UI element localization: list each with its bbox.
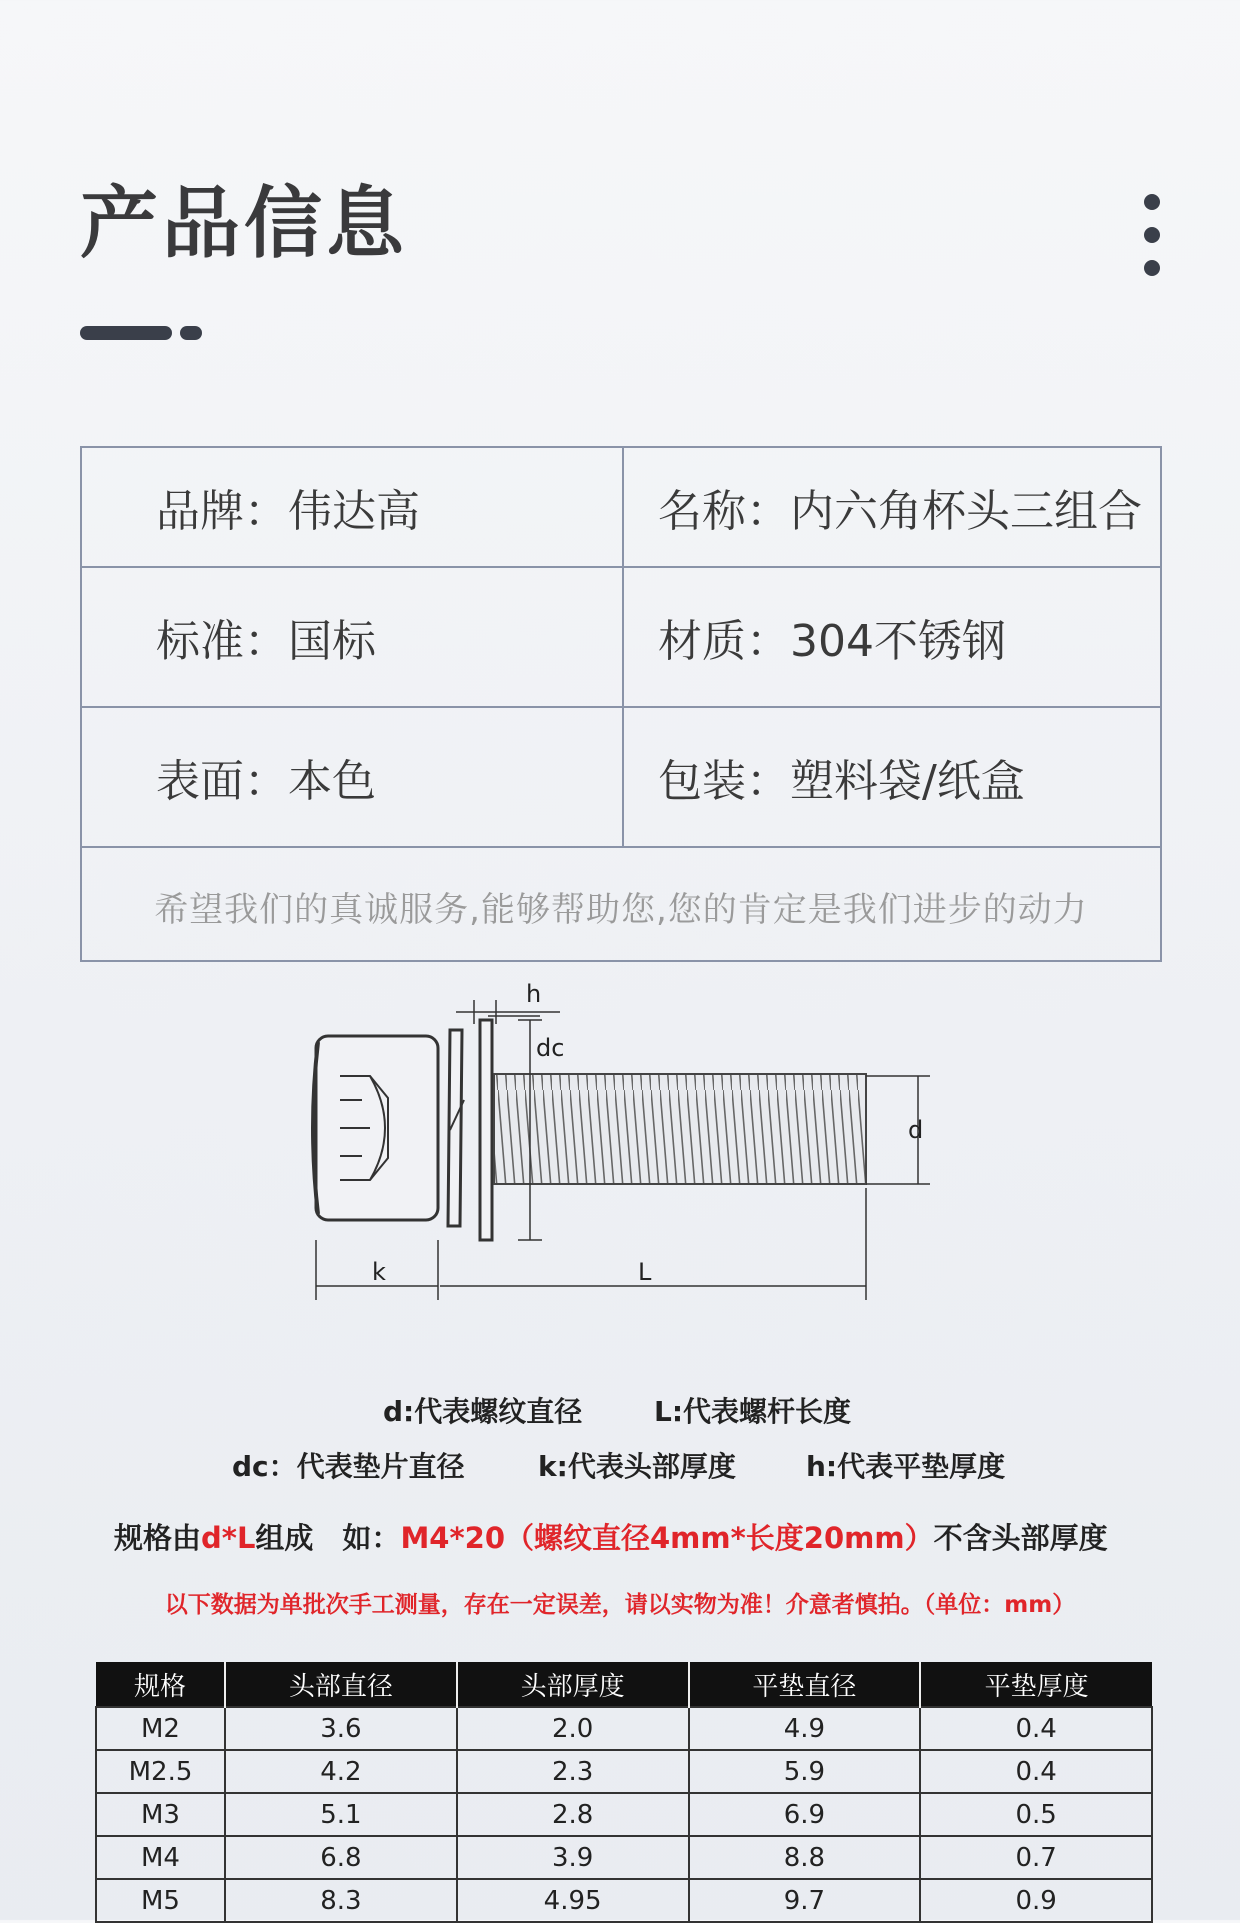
label-L: L [638, 1258, 652, 1286]
cell: 0.5 [920, 1793, 1152, 1836]
cell: 3.9 [457, 1836, 689, 1879]
cell: 2.8 [457, 1793, 689, 1836]
cell: M2.5 [96, 1750, 225, 1793]
measurement-note: 以下数据为单批次手工测量，存在一定误差，请以实物为准！介意者慎拍。（单位：mm） [164, 1592, 1076, 1618]
table-row [96, 1750, 1152, 1793]
info-name: 名称：内六角杯头三组合 [658, 486, 1142, 537]
cell: 5.1 [225, 1793, 457, 1836]
legend-dc: dc：代表垫片直径 [232, 1450, 465, 1483]
spring-washer [448, 1030, 464, 1226]
table-header-row [96, 1662, 1152, 1707]
label-h: h [526, 980, 542, 1008]
col-header: 平垫直径 [689, 1662, 921, 1707]
info-standard: 标准：国标 [156, 616, 376, 667]
info-material: 材质：304不锈钢 [658, 616, 1006, 667]
cell: M4 [96, 1836, 225, 1879]
cell: 4.9 [689, 1707, 921, 1750]
cell: 9.7 [689, 1879, 921, 1922]
cell: 6.9 [689, 1793, 921, 1836]
cell: 2.0 [457, 1707, 689, 1750]
label-d: d [908, 1116, 924, 1144]
cell: 8.8 [689, 1836, 921, 1879]
col-header: 规格 [96, 1662, 225, 1707]
cell: M2 [96, 1707, 225, 1750]
table-row [96, 1879, 1152, 1922]
label-k: k [372, 1258, 386, 1286]
cell: M5 [96, 1879, 225, 1922]
info-row [82, 708, 1160, 848]
info-brand: 品牌：伟达高 [156, 486, 420, 537]
cell: 6.8 [225, 1836, 457, 1879]
label-dc: dc [536, 1034, 565, 1062]
legend-h: h:代表平垫厚度 [806, 1450, 1006, 1483]
info-row [82, 448, 1160, 568]
col-header: 头部直径 [225, 1662, 457, 1707]
cell: 4.95 [457, 1879, 689, 1922]
table-row [96, 1793, 1152, 1836]
screw-diagram [300, 980, 940, 1300]
col-header: 头部厚度 [457, 1662, 689, 1707]
spec-table [95, 1662, 1153, 1923]
page-title: 产品信息 [80, 179, 409, 269]
info-surface: 表面：本色 [156, 756, 376, 807]
more-options-icon[interactable] [1140, 190, 1164, 280]
spec-explanation: 规格由d*L组成 如：M4*20（螺纹直径4mm*长度20mm）不含头部厚度 [114, 1521, 1108, 1555]
table-row [96, 1836, 1152, 1879]
motto-text: 希望我们的真诚服务,能够帮助您,您的肯定是我们进步的动力 [154, 889, 1088, 930]
flat-washer [480, 1020, 492, 1240]
cell: 8.3 [225, 1879, 457, 1922]
col-header: 平垫厚度 [920, 1662, 1152, 1707]
cell: 5.9 [689, 1750, 921, 1793]
cell: 0.7 [920, 1836, 1152, 1879]
cell: M3 [96, 1793, 225, 1836]
legend-d: d:代表螺纹直径 [383, 1395, 583, 1428]
cell: 0.4 [920, 1750, 1152, 1793]
cell: 4.2 [225, 1750, 457, 1793]
product-info-table [80, 446, 1162, 962]
screw-head [313, 1036, 438, 1220]
table-row [96, 1707, 1152, 1750]
cell: 2.3 [457, 1750, 689, 1793]
info-packaging: 包装：塑料袋/纸盒 [658, 756, 1025, 807]
legend-k: k:代表头部厚度 [538, 1450, 736, 1483]
legend-L: L:代表螺杆长度 [654, 1395, 852, 1428]
column-divider [622, 448, 624, 848]
cell: 0.9 [920, 1879, 1152, 1922]
info-row [82, 568, 1160, 708]
cell: 3.6 [225, 1707, 457, 1750]
cell: 0.4 [920, 1707, 1152, 1750]
threaded-shank [494, 1074, 866, 1184]
